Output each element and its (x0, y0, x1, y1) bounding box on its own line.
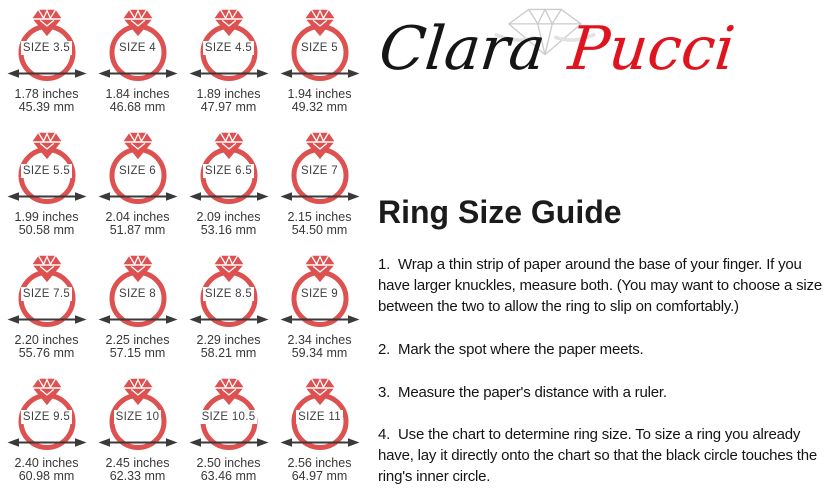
diameter-arrow-icon (98, 436, 178, 449)
diameter-arrow-icon (98, 67, 178, 80)
ring-measurements (288, 211, 352, 236)
diameter-arrow-icon (280, 190, 360, 203)
ring-size-label: SIZE 6.5 (204, 165, 253, 177)
ring-inches: 2.50 inches (196, 456, 261, 470)
ring-mm: 63.46 mm (200, 468, 257, 483)
ring-size-cell (276, 131, 364, 254)
ring-inches: 2.29 inches (196, 333, 261, 347)
ring-mm: 45.39 mm (18, 99, 75, 114)
ring-figure (3, 131, 91, 209)
ring-mm: 46.68 mm (109, 99, 166, 114)
ring-inches: 2.20 inches (14, 333, 79, 347)
ring-size-cell (3, 8, 91, 131)
ring-size-cell (276, 8, 364, 131)
ring-measurements (106, 334, 170, 359)
ring-figure (3, 254, 91, 332)
diamond-icon (30, 131, 64, 160)
diamond-icon (303, 8, 337, 37)
ring-size-cell (276, 254, 364, 377)
ring-figure (94, 8, 182, 86)
ring-size-cell (3, 377, 91, 500)
ring-size-label: SIZE 4.5 (204, 42, 253, 54)
ring-size-chart (1, 8, 369, 500)
ring-inches: 2.25 inches (105, 333, 170, 347)
diamond-icon (121, 131, 155, 160)
ring-mm: 59.34 mm (291, 345, 348, 360)
ring-size-label: SIZE 10.5 (201, 411, 256, 423)
diameter-arrow-icon (7, 190, 87, 203)
ring-figure (3, 377, 91, 455)
diamond-icon (121, 254, 155, 283)
diamond-icon (212, 377, 246, 406)
ring-measurements (288, 457, 352, 482)
diameter-arrow-icon (189, 313, 269, 326)
ring-figure (276, 8, 364, 86)
ring-measurements (197, 457, 261, 482)
diamond-icon (303, 131, 337, 160)
ring-mm: 51.87 mm (109, 222, 166, 237)
diameter-arrow-icon (7, 67, 87, 80)
ring-size-cell (185, 254, 273, 377)
diameter-arrow-icon (189, 67, 269, 80)
brand-name-pucci: Pucci (565, 14, 739, 84)
ring-figure (185, 131, 273, 209)
instruction-step-2: 2. Mark the spot where the paper meets. (378, 341, 644, 358)
ring-inches: 1.94 inches (287, 87, 352, 101)
ring-measurements (15, 88, 79, 113)
ring-measurements (106, 211, 170, 236)
diamond-icon (30, 8, 64, 37)
ring-size-label: SIZE 10 (115, 411, 160, 423)
ring-mm: 58.21 mm (200, 345, 257, 360)
ring-size-label: SIZE 5.5 (22, 165, 71, 177)
ring-figure (94, 254, 182, 332)
diamond-icon (303, 254, 337, 283)
instruction-step-3: 3. Measure the paper's distance with a ruler. (378, 384, 667, 401)
ring-mm: 53.16 mm (200, 222, 257, 237)
ring-measurements (197, 211, 261, 236)
ring-measurements (106, 88, 170, 113)
diameter-arrow-icon (7, 313, 87, 326)
diamond-icon (30, 254, 64, 283)
ring-measurements (15, 457, 79, 482)
guide-title: Ring Size Guide (378, 194, 622, 230)
ring-size-label: SIZE 8.5 (204, 288, 253, 300)
ring-size-cell (94, 8, 182, 131)
ring-size-cell (94, 254, 182, 377)
ring-mm: 62.33 mm (109, 468, 166, 483)
ring-mm: 60.98 mm (18, 468, 75, 483)
brand-name-clara: Clara (376, 14, 549, 84)
ring-measurements (15, 211, 79, 236)
ring-size-label: SIZE 11 (298, 411, 341, 423)
ring-size-cell (3, 131, 91, 254)
ring-size-cell (185, 377, 273, 500)
ring-size-label: SIZE 8 (119, 288, 156, 300)
ring-measurements (288, 334, 352, 359)
diameter-arrow-icon (7, 436, 87, 449)
ring-size-cell (94, 131, 182, 254)
ring-size-cell (276, 377, 364, 500)
ring-size-cell (3, 254, 91, 377)
diamond-icon (30, 377, 64, 406)
ring-inches: 2.04 inches (105, 210, 170, 224)
ring-measurements (15, 334, 79, 359)
diameter-arrow-icon (189, 436, 269, 449)
ring-inches: 2.56 inches (287, 456, 352, 470)
ring-figure (94, 377, 182, 455)
ring-measurements (288, 88, 352, 113)
ring-inches: 2.45 inches (105, 456, 170, 470)
ring-size-label: SIZE 5 (301, 42, 338, 54)
ring-mm: 49.32 mm (291, 99, 348, 114)
ring-figure (185, 8, 273, 86)
ring-size-label: SIZE 3.5 (22, 42, 71, 54)
diameter-arrow-icon (280, 313, 360, 326)
ring-inches: 2.15 inches (287, 210, 352, 224)
brand-wordmark (376, 14, 738, 84)
ring-mm: 57.15 mm (109, 345, 166, 360)
ring-size-cell (185, 131, 273, 254)
ring-size-label: SIZE 9 (301, 288, 338, 300)
brand-logo (370, 0, 839, 112)
ring-size-label: SIZE 7.5 (22, 288, 71, 300)
ring-mm: 54.50 mm (291, 222, 348, 237)
ring-inches: 2.34 inches (287, 333, 352, 347)
ring-figure (276, 131, 364, 209)
diamond-icon (212, 8, 246, 37)
ring-inches: 1.89 inches (196, 87, 261, 101)
diamond-icon (303, 377, 337, 406)
ring-size-label: SIZE 6 (119, 165, 156, 177)
ring-inches: 1.78 inches (14, 87, 79, 101)
ring-figure (276, 377, 364, 455)
diameter-arrow-icon (189, 190, 269, 203)
ring-inches: 1.84 inches (105, 87, 170, 101)
ring-mm: 64.97 mm (291, 468, 348, 483)
ring-size-label: SIZE 4 (119, 42, 156, 54)
ring-size-cell (185, 8, 273, 131)
ring-mm: 55.76 mm (18, 345, 75, 360)
ring-inches: 2.09 inches (196, 210, 261, 224)
diamond-icon (121, 377, 155, 406)
ring-inches: 1.99 inches (14, 210, 79, 224)
ring-mm: 47.97 mm (200, 99, 257, 114)
ring-figure (185, 377, 273, 455)
ring-mm: 50.58 mm (18, 222, 75, 237)
diamond-icon (212, 131, 246, 160)
instruction-step-4: 4. Use the chart to determine ring size. To size a ring you already have, lay it directly onto the chart so that the black circle touches the ring's inner circle. (378, 426, 821, 485)
diamond-icon (212, 254, 246, 283)
ring-figure (3, 8, 91, 86)
ring-measurements (106, 457, 170, 482)
ring-measurements (197, 88, 261, 113)
ring-figure (276, 254, 364, 332)
diameter-arrow-icon (280, 67, 360, 80)
diameter-arrow-icon (98, 313, 178, 326)
ring-size-cell (94, 377, 182, 500)
diamond-icon (121, 8, 155, 37)
diameter-arrow-icon (98, 190, 178, 203)
ring-size-label: SIZE 7 (301, 165, 338, 177)
ring-figure (94, 131, 182, 209)
ring-figure (185, 254, 273, 332)
ring-measurements (197, 334, 261, 359)
diameter-arrow-icon (280, 436, 360, 449)
instruction-step-1: 1. Wrap a thin strip of paper around the base of your finger. If you have larger knuckles, measure both. (You may want to choose a size between the two to allow the ring to slip on comfortably.) (378, 256, 826, 315)
ring-inches: 2.40 inches (14, 456, 79, 470)
ring-size-label: SIZE 9.5 (22, 411, 71, 423)
